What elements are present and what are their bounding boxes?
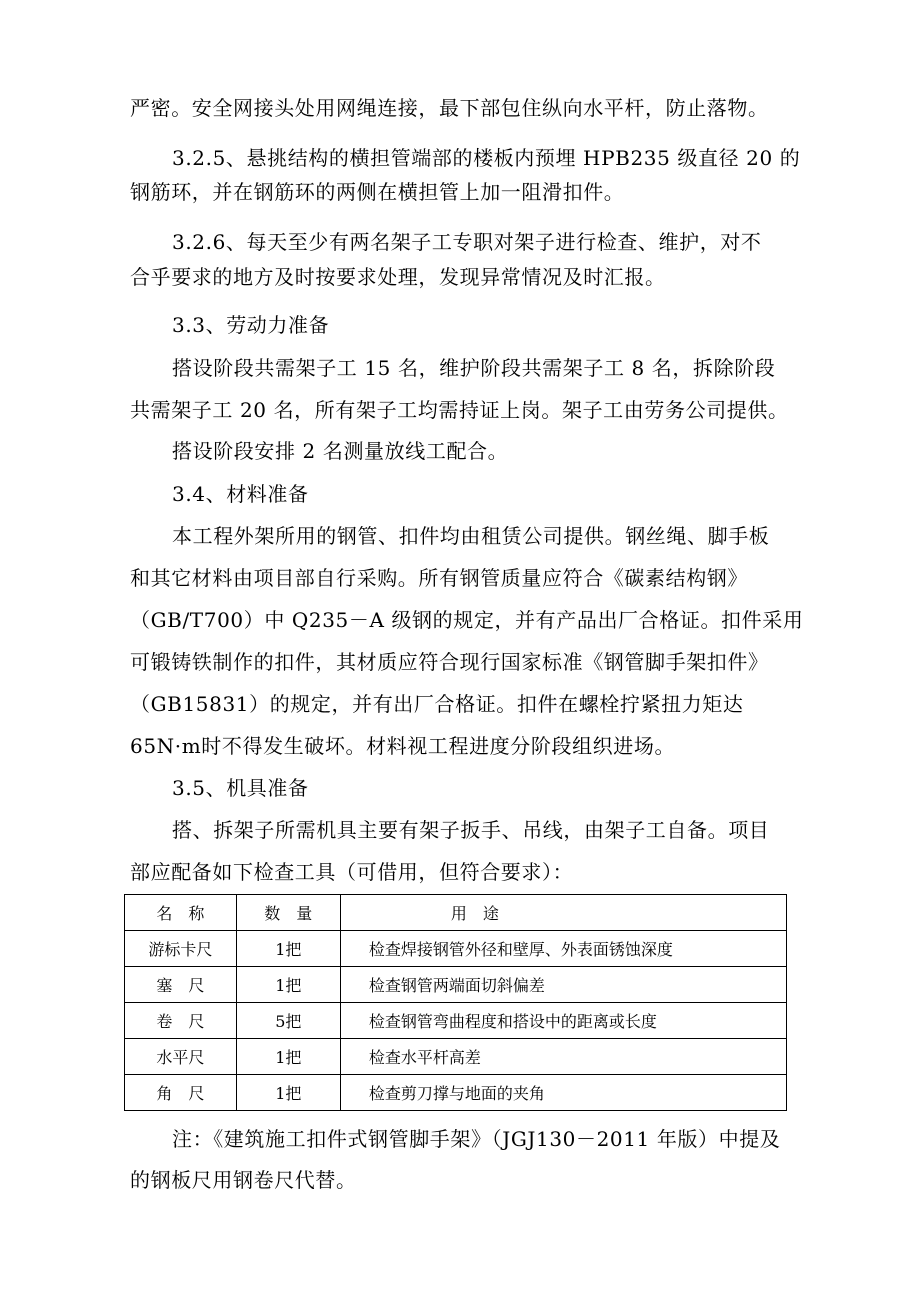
paragraph-line: 共需架子工 20 名，所有架子工均需持证上岗。架子工由劳务公司提供。 bbox=[130, 398, 789, 422]
paragraph-line: 部应配备如下检查工具（可借用，但符合要求）： bbox=[130, 860, 574, 884]
paragraph-line: 钢筋环，并在钢筋环的两侧在横担管上加一阻滑扣件。 bbox=[130, 180, 625, 204]
header-name: 名 称 bbox=[125, 895, 237, 931]
paragraph-line: （GB15831）的规定，并有出厂合格证。扣件在螺栓拧紧扭力矩达 bbox=[130, 692, 744, 716]
tool-purpose: 检查剪刀撑与地面的夹角 bbox=[340, 1075, 786, 1111]
tool-quantity: 1把 bbox=[236, 1075, 340, 1111]
tool-name: 角 尺 bbox=[125, 1075, 237, 1111]
paragraph-line: 搭设阶段安排 2 名测量放线工配合。 bbox=[172, 439, 509, 463]
tool-name: 水平尺 bbox=[125, 1039, 237, 1075]
table-row bbox=[125, 967, 787, 1003]
tool-purpose: 检查焊接钢管外径和壁厚、外表面锈蚀深度 bbox=[340, 931, 786, 967]
paragraph-line: 搭设阶段共需架子工 15 名，维护阶段共需架子工 8 名，拆除阶段 bbox=[172, 356, 776, 380]
paragraph-line: （GB/T700）中 Q235－A 级钢的规定，并有产品出厂合格证。扣件采用 bbox=[130, 608, 804, 632]
paragraph-line: 可锻铸铁制作的扣件，其材质应符合现行国家标准《钢管脚手架扣件》 bbox=[130, 650, 769, 674]
paragraph-line: 严密。安全网接头处用网绳连接，最下部包住纵向水平杆，防止落物。 bbox=[130, 96, 769, 120]
tool-name: 游标卡尺 bbox=[125, 931, 237, 967]
tool-quantity: 1把 bbox=[236, 967, 340, 1003]
tool-quantity: 5把 bbox=[236, 1003, 340, 1039]
tool-purpose: 检查钢管两端面切斜偏差 bbox=[340, 967, 786, 1003]
heading-3-4: 3.4、材料准备 bbox=[172, 482, 309, 506]
table-row bbox=[125, 1075, 787, 1111]
heading-3-3: 3.3、劳动力准备 bbox=[172, 313, 330, 337]
note-line: 的钢板尺用钢卷尺代替。 bbox=[130, 1168, 357, 1192]
header-quantity: 数 量 bbox=[236, 895, 340, 931]
section-3-2-6-line: 3.2.6、每天至少有两名架子工专职对架子进行检查、维护，对不 bbox=[172, 230, 762, 254]
tool-quantity: 1把 bbox=[236, 931, 340, 967]
paragraph-line: 65N·m时不得发生破坏。材料视工程进度分阶段组织进场。 bbox=[130, 734, 676, 758]
tool-name: 塞 尺 bbox=[125, 967, 237, 1003]
inspection-tools-table bbox=[124, 894, 787, 1111]
tool-quantity: 1把 bbox=[236, 1039, 340, 1075]
note-line: 注：《建筑施工扣件式钢管脚手架》（JGJ130－2011 年版）中提及 bbox=[172, 1127, 781, 1151]
table-header-row bbox=[125, 895, 787, 931]
tool-purpose: 检查钢管弯曲程度和搭设中的距离或长度 bbox=[340, 1003, 786, 1039]
paragraph-line: 和其它材料由项目部自行采购。所有钢管质量应符合《碳素结构钢》 bbox=[130, 566, 748, 590]
table-row bbox=[125, 1003, 787, 1039]
paragraph-line: 合乎要求的地方及时按要求处理，发现异常情况及时汇报。 bbox=[130, 265, 666, 289]
tool-purpose: 检查水平杆高差 bbox=[340, 1039, 786, 1075]
heading-3-5: 3.5、机具准备 bbox=[172, 776, 309, 800]
table-row bbox=[125, 931, 787, 967]
paragraph-line: 搭、拆架子所需机具主要有架子扳手、吊线，由架子工自备。项目 bbox=[172, 818, 770, 842]
tool-name: 卷 尺 bbox=[125, 1003, 237, 1039]
table-row bbox=[125, 1039, 787, 1075]
header-purpose: 用 途 bbox=[340, 895, 786, 931]
paragraph-line: 本工程外架所用的钢管、扣件均由租赁公司提供。钢丝绳、脚手板 bbox=[172, 524, 770, 548]
section-3-2-5-line: 3.2.5、悬挑结构的横担管端部的楼板内预埋 HPB235 级直径 20 的 bbox=[172, 146, 801, 170]
